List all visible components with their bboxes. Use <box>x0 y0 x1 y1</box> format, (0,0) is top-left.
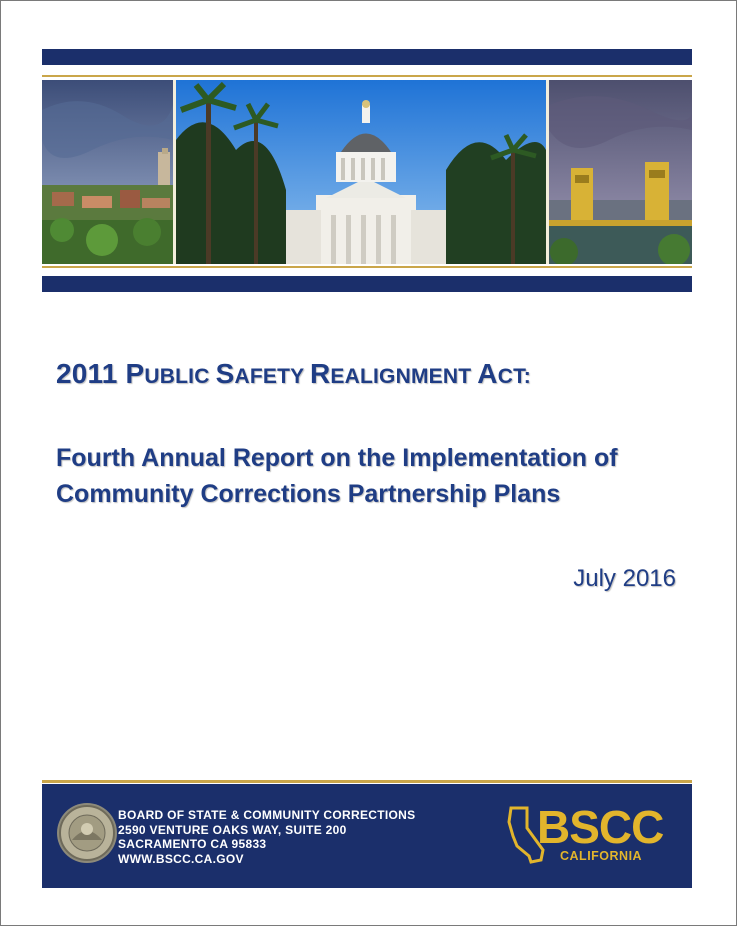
report-title <box>56 358 696 390</box>
subtitle-line-2: Community Corrections Partnership Plans <box>56 480 561 508</box>
subtitle-line-1: Fourth Annual Report on the Implementation of <box>56 444 618 472</box>
org-name: BOARD OF STATE & COMMUNITY CORRECTIONS <box>118 808 416 822</box>
title-part: A <box>477 358 498 389</box>
title-part: 2011 P <box>56 358 145 389</box>
city-skyline-photo <box>42 80 173 264</box>
logo-subtext: CALIFORNIA <box>560 849 643 863</box>
bottom-gold-rule <box>42 266 692 268</box>
org-address <box>118 808 415 866</box>
footer-gold-rule <box>42 780 692 783</box>
title-part: R <box>310 358 331 389</box>
title-part: UBLIC <box>144 365 216 388</box>
title-part: S <box>215 358 235 389</box>
title-part: CT: <box>497 365 531 388</box>
photo-banner <box>42 80 692 264</box>
mid-navy-band <box>42 276 692 292</box>
report-subtitle <box>56 440 696 512</box>
title-part: AFETY <box>234 365 310 388</box>
org-website[interactable]: WWW.BSCC.CA.GOV <box>118 851 244 866</box>
footer-band <box>42 784 692 888</box>
state-seal-icon <box>56 802 118 864</box>
top-gold-rule <box>42 75 692 77</box>
logo-text: BSCC <box>537 801 664 853</box>
title-part: EALIGNMENT <box>330 365 478 388</box>
org-street: 2590 VENTURE OAKS WAY, SUITE 200 <box>118 822 347 837</box>
report-date: July 2016 <box>573 565 676 592</box>
tower-bridge-photo <box>549 80 692 264</box>
org-city: SACRAMENTO CA 95833 <box>118 837 267 851</box>
top-navy-band <box>42 49 692 65</box>
bscc-logo <box>507 801 667 866</box>
state-capitol-photo <box>176 80 546 264</box>
